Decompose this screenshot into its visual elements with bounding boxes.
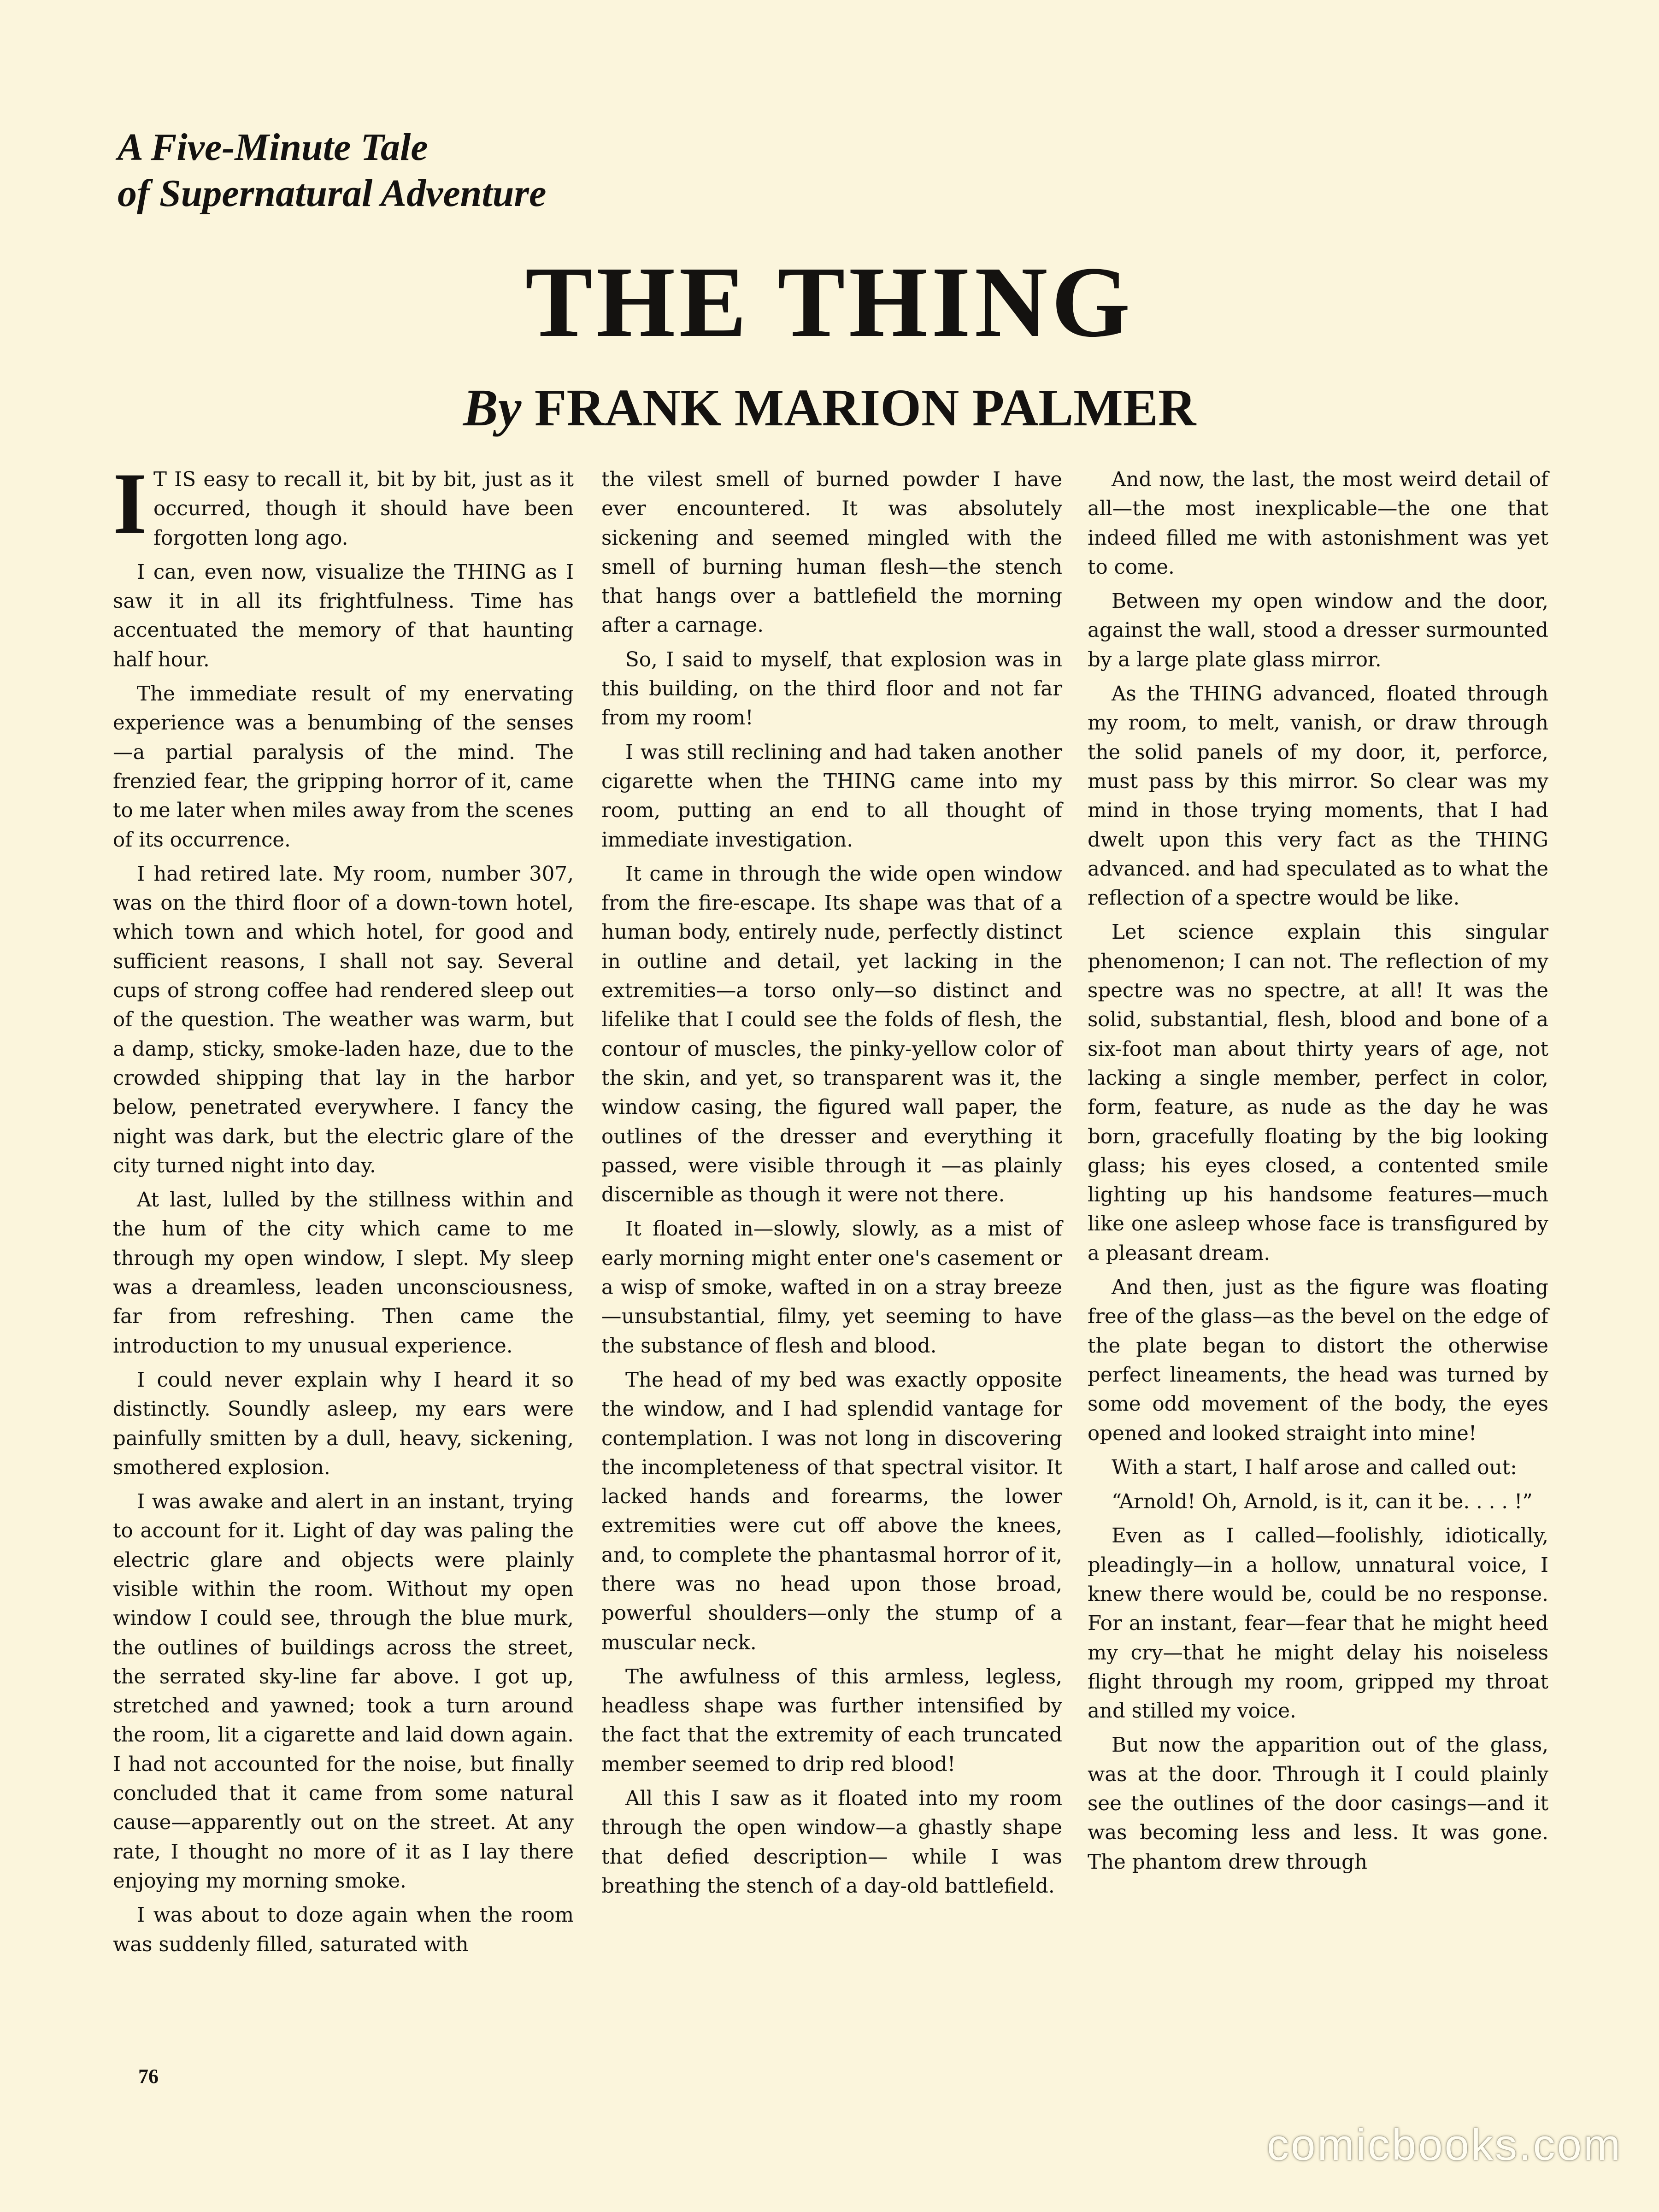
paragraph-text: It came in through the wide open window from the fire-escape. Its shape was that of a human body, entirely nude, perfectly distinct in outline and detail, yet lacking in the extremities—a torso only—so distinct and lifelike that I could see the folds of flesh, the contour of muscles, the pinky-yellow color of the skin, and yet, so transparent was it, the window casing, the figured wall paper, the outlines of the dresser and everything it passed, were visible through it —as plainly discernible as though it were not there. xyxy=(601,862,1062,1207)
paragraph xyxy=(1088,587,1548,675)
paragraph-text: Let science explain this singular phenomenon; I can not. The reflection of my spectre was no spectre, at all! It was the solid, substantial, flesh, blood and bone of a six-foot man about thirty years of age, not lacking a single member, perfect in color, form, feature, as nude as the day he was born, gracefully floating by the big looking glass; his eyes closed, a contented smile lighting up his handsome features—much like one asleep whose face is transfigured by a pleasant dream. xyxy=(1088,921,1548,1265)
paragraph-text: I was about to doze again when the room was suddenly filled, saturated with xyxy=(113,1904,574,1956)
paragraph xyxy=(601,738,1062,855)
paragraph-text: At last, lulled by the stillness within and the hum of the city which came to me through my open window, I slept. My sleep was a dreamless, leaden unconsciousness, far from refreshing. Then came the introduction to my unusual experience. xyxy=(113,1188,574,1358)
kicker-line-1: A Five-Minute Tale xyxy=(118,126,428,169)
paragraph xyxy=(1088,465,1548,582)
kicker-line-2: of Supernatural Adventure xyxy=(118,172,547,215)
byline-prefix: By xyxy=(463,378,522,437)
paragraph xyxy=(601,1784,1062,1901)
paragraph xyxy=(601,860,1062,1210)
byline xyxy=(0,376,1659,440)
paragraph-text: The immediate result of my enervating experience was a benumbing of the senses —a partial paralysis of the mind. The frenzied fear, the gripping horror of it, came to me later when miles away from the scenes of its occurrence. xyxy=(113,682,574,852)
paragraph xyxy=(601,1366,1062,1658)
paragraph xyxy=(1088,1731,1548,1877)
text-column-2 xyxy=(601,465,1062,1906)
paragraph xyxy=(113,1186,574,1361)
author-name: FRANK MARION PALMER xyxy=(534,378,1196,437)
paragraph-text: I was awake and alert in an instant, trying to account for it. Light of day was paling the electric glare and objects were plainly visible within the room. Without my open window I could see, through the blue murk, the outlines of buildings across the street, the serrated sky-line far above. I got up, stretched and yawned; took a turn around the room, lit a cigarette and laid down again. I had not accounted for the noise, but finally concluded that it came from some natural cause—apparently out on the street. At any rate, I thought no more of it as I lay there enjoying my morning smoke. xyxy=(113,1490,574,1893)
text-column-1 xyxy=(113,455,574,1965)
drop-cap: I xyxy=(113,455,147,552)
paragraph xyxy=(1088,680,1548,913)
paragraph xyxy=(601,465,1062,641)
page-number: 76 xyxy=(138,2065,159,2088)
paragraph-text: T IS easy to recall it, bit by bit, just as it occurred, though it should have been forgotten long ago. xyxy=(153,468,574,550)
paragraph-text: Between my open window and the door, against the wall, stood a dresser surmounted by a large plate glass mirror. xyxy=(1088,590,1548,671)
paragraph-text: And now, the last, the most weird detail of all—the most inexplicable—the one that indeed filled me with astonishment was yet to come. xyxy=(1088,468,1548,579)
paragraph xyxy=(113,455,574,553)
paragraph-text: As the THING advanced, floated through my room, to melt, vanish, or draw through the solid panels of my door, it, perforce, must pass by this mirror. So clear was my mind in those trying moments, that I had dwelt upon this very fact as the THING advanced. and had speculated as to what the reflection of a spectre would be like. xyxy=(1088,682,1548,910)
paragraph xyxy=(1088,1488,1548,1517)
watermark-logo: comicbooks.com xyxy=(1267,2120,1622,2170)
paragraph xyxy=(1088,1453,1548,1483)
paragraph-text: But now the apparition out of the glass, was at the door. Through it I could plainly see the outlines of the door casings—and it was becoming less and less. It was gone. The phantom drew through xyxy=(1088,1734,1548,1874)
paragraph-text: I had retired late. My room, number 307, was on the third floor of a down-town hotel, which town and which hotel, for good and sufficient reasons, I shall not say. Several cups of strong coffee had rendered sleep out of the question. The weather was warm, but a damp, sticky, smoke-laden haze, due to the crowded shipping that lay in the harbor below, penetrated everywhere. I fancy the night was dark, but the electric glare of the city turned night into day. xyxy=(113,862,574,1177)
paragraph-text: I was still reclining and had taken another cigarette when the THING came into my room, putting an end to all thought of immediate investigation. xyxy=(601,741,1062,852)
paragraph-text: The head of my bed was exactly opposite the window, and I had splendid vantage for contemplation. I was not long in discovering the incompleteness of that spectral visitor. It lacked hands and forearms, the lower extremities were cut off above the knees, and, to complete the phantasmal horror of it, there was no head upon those broad, powerful shoulders—only the stump of a muscular neck. xyxy=(601,1368,1062,1654)
paragraph xyxy=(1088,918,1548,1268)
paragraph xyxy=(113,558,574,675)
paragraph xyxy=(1088,1273,1548,1448)
paragraph-text: the vilest smell of burned powder I have ever encountered. It was absolutely sickening and seemed mingled with the smell of burning human flesh—the stench that hangs over a battlefield the morning after a carnage. xyxy=(601,468,1062,637)
paragraph-text: The awfulness of this armless, legless, headless shape was further intensified by the fact that the extremity of each truncated member seemed to drip red blood! xyxy=(601,1665,1062,1776)
text-column-3 xyxy=(1088,465,1548,1882)
paragraph-text: With a start, I half arose and called out: xyxy=(1112,1456,1517,1479)
paragraph-text: Even as I called—foolishly, idiotically, pleadingly—in a hollow, unnatural voice, I knew there would be, could be no response. For an instant, fear—fear that he might heed my cry—that he might delay his noiseless flight through my room, gripped my throat and stilled my voice. xyxy=(1088,1524,1548,1723)
paragraph xyxy=(113,860,574,1181)
paragraph xyxy=(601,1663,1062,1779)
paragraph xyxy=(113,680,574,855)
story-title: THE THING xyxy=(525,246,1134,358)
paragraph-text: I could never explain why I heard it so distinctly. Soundly asleep, my ears were painfully smitten by a dull, heavy, sickening, smothered explosion. xyxy=(113,1368,574,1479)
paragraph-text: I can, even now, visualize the THING as I saw it in all its frightfulness. Time has accentuated the memory of that haunting half hour. xyxy=(113,560,574,671)
paragraph-text: So, I said to myself, that explosion was in this building, on the third floor and not far from my room! xyxy=(601,648,1062,730)
paragraph xyxy=(601,1215,1062,1360)
paragraph xyxy=(113,1366,574,1483)
paragraph-text: “Arnold! Oh, Arnold, is it, can it be. . . . !” xyxy=(1112,1490,1533,1514)
paragraph-text: And then, just as the figure was floating free of the glass—as the bevel on the edge of the plate began to distort the otherwise perfect lineaments, the head was turned by some odd movement of the body, the eyes opened and looked straight into mine! xyxy=(1088,1276,1548,1445)
paragraph-text: All this I saw as it floated into my room through the open window—a ghastly shape that defied description— while I was breathing the stench of a day-old battlefield. xyxy=(601,1787,1062,1898)
paragraph xyxy=(113,1901,574,1959)
paragraph xyxy=(113,1488,574,1896)
paragraph xyxy=(1088,1522,1548,1726)
paragraph-text: It floated in—slowly, slowly, as a mist of early morning might enter one's casement or a wisp of smoke, wafted in on a stray breeze—unsubstantial, filmy, yet seeming to have the substance of flesh and blood. xyxy=(601,1218,1062,1358)
paragraph xyxy=(601,646,1062,733)
story-kicker xyxy=(118,124,546,217)
